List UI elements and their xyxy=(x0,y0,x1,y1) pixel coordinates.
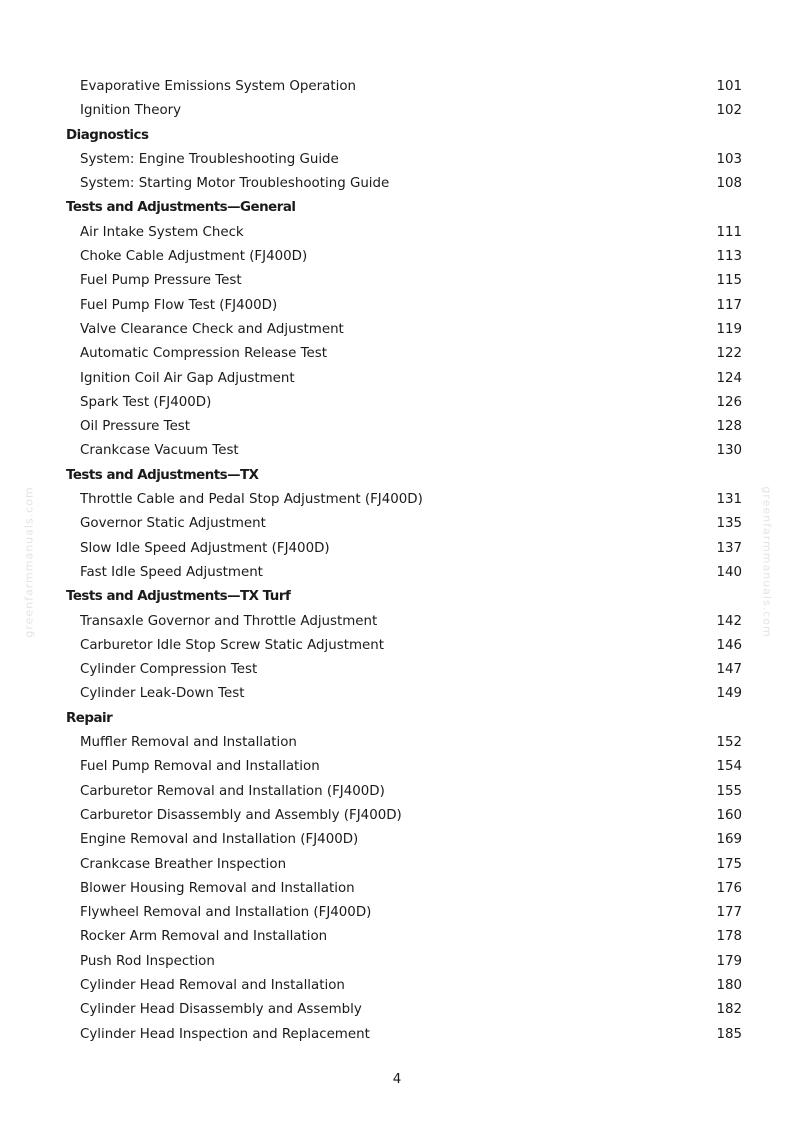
toc-entry[interactable] xyxy=(0,804,794,828)
section-title: Diagnostics xyxy=(66,127,149,143)
entry-title: Fuel Pump Removal and Installation xyxy=(80,759,320,775)
entry-page-number: 177 xyxy=(716,905,742,921)
entry-title: Cylinder Head Disassembly and Assembly xyxy=(80,1002,362,1018)
entry-page-number: 126 xyxy=(716,394,742,410)
entry-page-number: 169 xyxy=(716,832,742,848)
entry-title: Fast Idle Speed Adjustment xyxy=(80,564,263,580)
watermark-left: greenfarmmanuals.com xyxy=(22,486,36,638)
toc-entry[interactable] xyxy=(0,269,794,293)
entry-title: Spark Test (FJ400D) xyxy=(80,394,212,410)
toc-entry[interactable] xyxy=(0,974,794,998)
entry-page-number: 140 xyxy=(716,564,742,580)
section-title: Tests and Adjustments—TX xyxy=(66,467,259,483)
entry-title: Air Intake System Check xyxy=(80,224,244,240)
toc-entry[interactable] xyxy=(0,780,794,804)
table-of-contents xyxy=(0,75,794,1047)
toc-entry[interactable] xyxy=(0,75,794,99)
entry-page-number: 149 xyxy=(716,686,742,702)
entry-page-number: 113 xyxy=(716,249,742,265)
entry-title: Carburetor Removal and Installation (FJ400D) xyxy=(80,783,385,799)
entry-page-number: 147 xyxy=(716,662,742,678)
entry-page-number: 137 xyxy=(716,540,742,556)
entry-page-number: 142 xyxy=(716,613,742,629)
entry-title: Crankcase Vacuum Test xyxy=(80,443,239,459)
toc-entry[interactable] xyxy=(0,415,794,439)
entry-title: Throttle Cable and Pedal Stop Adjustment (FJ400D) xyxy=(80,492,423,508)
entry-page-number: 155 xyxy=(716,783,742,799)
entry-page-number: 119 xyxy=(716,321,742,337)
entry-page-number: 178 xyxy=(716,929,742,945)
entry-page-number: 160 xyxy=(716,807,742,823)
entry-title: Carburetor Disassembly and Assembly (FJ400D) xyxy=(80,807,402,823)
entry-title: Transaxle Governor and Throttle Adjustment xyxy=(80,613,378,629)
entry-title: Cylinder Head Inspection and Replacement xyxy=(80,1026,370,1042)
entry-title: System: Engine Troubleshooting Guide xyxy=(80,151,339,167)
toc-entry[interactable] xyxy=(0,488,794,512)
toc-entry[interactable] xyxy=(0,901,794,925)
entry-page-number: 180 xyxy=(716,977,742,993)
section-title: Repair xyxy=(66,710,113,726)
section-title: Tests and Adjustments—General xyxy=(66,200,296,216)
entry-title: Engine Removal and Installation (FJ400D) xyxy=(80,832,359,848)
entry-title: Fuel Pump Pressure Test xyxy=(80,273,242,289)
toc-entry[interactable] xyxy=(0,877,794,901)
toc-section-heading xyxy=(0,707,794,731)
entry-page-number: 135 xyxy=(716,516,742,532)
entry-title: Push Rod Inspection xyxy=(80,953,215,969)
toc-section-heading xyxy=(0,196,794,220)
toc-entry[interactable] xyxy=(0,318,794,342)
toc-entry[interactable] xyxy=(0,367,794,391)
entry-title: Cylinder Leak-Down Test xyxy=(80,686,245,702)
toc-entry[interactable] xyxy=(0,439,794,463)
entry-page-number: 131 xyxy=(716,492,742,508)
toc-entry[interactable] xyxy=(0,634,794,658)
toc-entry[interactable] xyxy=(0,828,794,852)
toc-entry[interactable] xyxy=(0,512,794,536)
entry-page-number: 122 xyxy=(716,346,742,362)
entry-page-number: 103 xyxy=(716,151,742,167)
entry-page-number: 175 xyxy=(716,856,742,872)
entry-page-number: 128 xyxy=(716,419,742,435)
entry-title: Slow Idle Speed Adjustment (FJ400D) xyxy=(80,540,330,556)
entry-page-number: 101 xyxy=(716,79,742,94)
entry-title: Ignition Theory xyxy=(80,103,182,119)
toc-entry[interactable] xyxy=(0,610,794,634)
toc-section-heading xyxy=(0,124,794,148)
entry-title: Rocker Arm Removal and Installation xyxy=(80,929,328,945)
toc-entry[interactable] xyxy=(0,998,794,1022)
entry-page-number: 182 xyxy=(716,1002,742,1018)
toc-entry[interactable] xyxy=(0,391,794,415)
entry-title: Ignition Coil Air Gap Adjustment xyxy=(80,370,295,386)
section-title: Tests and Adjustments—TX Turf xyxy=(66,589,291,605)
page-number: 4 xyxy=(392,1072,402,1087)
entry-title: Cylinder Compression Test xyxy=(80,662,258,678)
entry-title: Blower Housing Removal and Installation xyxy=(80,880,355,896)
toc-entry[interactable] xyxy=(0,99,794,123)
entry-page-number: 130 xyxy=(716,443,742,459)
entry-title: Automatic Compression Release Test xyxy=(80,346,328,362)
entry-page-number: 185 xyxy=(716,1026,742,1042)
entry-page-number: 154 xyxy=(716,759,742,775)
entry-page-number: 102 xyxy=(716,103,742,119)
toc-entry[interactable] xyxy=(0,221,794,245)
entry-page-number: 176 xyxy=(716,880,742,896)
toc-entry[interactable] xyxy=(0,172,794,196)
toc-entry[interactable] xyxy=(0,561,794,585)
entry-title: Crankcase Breather Inspection xyxy=(80,856,287,872)
entry-page-number: 152 xyxy=(716,735,742,751)
toc-entry[interactable] xyxy=(0,731,794,755)
toc-entry[interactable] xyxy=(0,148,794,172)
toc-entry[interactable] xyxy=(0,245,794,269)
toc-section-heading xyxy=(0,585,794,609)
watermark-right: greenfarmmanuals.com xyxy=(760,486,774,638)
toc-entry[interactable] xyxy=(0,294,794,318)
toc-entry[interactable] xyxy=(0,537,794,561)
entry-title: Carburetor Idle Stop Screw Static Adjustment xyxy=(80,637,385,653)
entry-title: Cylinder Head Removal and Installation xyxy=(80,977,345,993)
entry-page-number: 124 xyxy=(716,370,742,386)
entry-page-number: 117 xyxy=(716,297,742,313)
toc-entry[interactable] xyxy=(0,925,794,949)
entry-title: Muffler Removal and Installation xyxy=(80,735,297,751)
entry-title: Governor Static Adjustment xyxy=(80,516,266,532)
entry-title: Valve Clearance Check and Adjustment xyxy=(80,321,344,337)
entry-title: System: Starting Motor Troubleshooting Guide xyxy=(80,176,390,192)
entry-page-number: 179 xyxy=(716,953,742,969)
entry-title: Fuel Pump Flow Test (FJ400D) xyxy=(80,297,278,313)
toc-entry[interactable] xyxy=(0,1023,794,1047)
toc-entry[interactable] xyxy=(0,342,794,366)
toc-entry[interactable] xyxy=(0,755,794,779)
toc-entry[interactable] xyxy=(0,950,794,974)
entry-page-number: 108 xyxy=(716,176,742,192)
toc-entry[interactable] xyxy=(0,682,794,706)
entry-page-number: 146 xyxy=(716,637,742,653)
toc-entry[interactable] xyxy=(0,658,794,682)
entry-page-number: 111 xyxy=(716,224,742,240)
toc-entry[interactable] xyxy=(0,853,794,877)
entry-title: Choke Cable Adjustment (FJ400D) xyxy=(80,249,308,265)
entry-title: Evaporative Emissions System Operation xyxy=(80,79,357,94)
entry-title: Oil Pressure Test xyxy=(80,419,191,435)
entry-page-number: 115 xyxy=(716,273,742,289)
entry-title: Flywheel Removal and Installation (FJ400D) xyxy=(80,905,372,921)
toc-section-heading xyxy=(0,464,794,488)
